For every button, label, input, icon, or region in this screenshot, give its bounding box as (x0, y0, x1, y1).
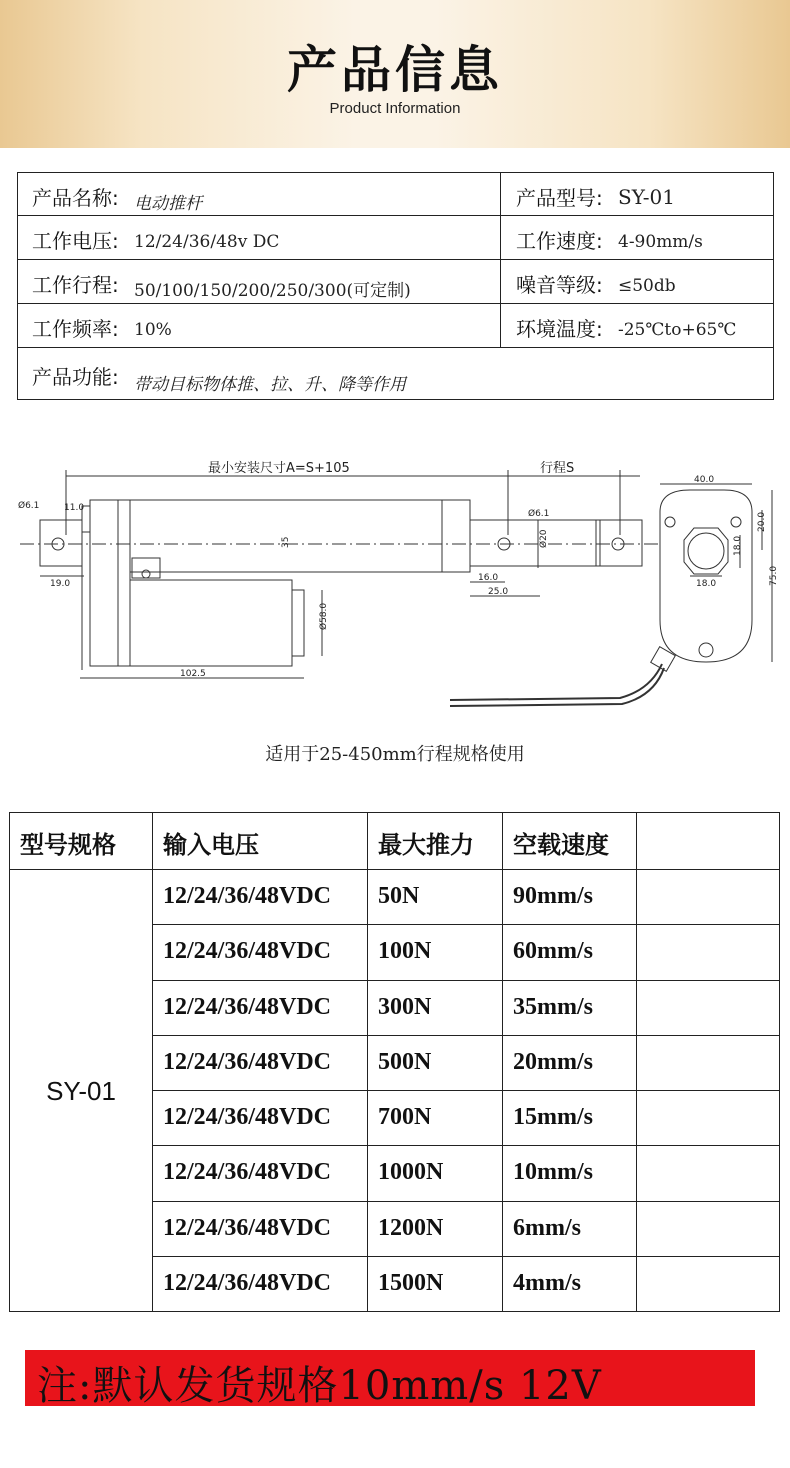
dim-102: 102.5 (180, 669, 206, 679)
info-value-temperature: -25℃to+65℃ (618, 320, 737, 340)
spec-cell-speed: 90mm/s (503, 870, 637, 925)
spec-cell-force: 700N (368, 1091, 503, 1146)
spec-cell-force: 1200N (368, 1202, 503, 1257)
spec-cell-voltage: 12/24/36/48VDC (153, 1091, 368, 1146)
info-label-speed: 工作速度: (516, 229, 603, 253)
spec-cell-force: 1500N (368, 1257, 503, 1312)
dim-58: Ø58.0 (319, 602, 329, 630)
dim-stroke: 行程S (540, 461, 575, 476)
spec-cell-extra (637, 870, 780, 925)
info-row (18, 173, 773, 216)
info-value-name: 电动推杆 (134, 194, 202, 214)
info-row (18, 216, 773, 260)
actuator-drawing (0, 440, 790, 720)
info-value-frequency: 10% (134, 320, 172, 340)
info-value-function: 带动目标物体推、拉、升、降等作用 (134, 375, 406, 395)
page-subtitle: Product Information (329, 100, 461, 117)
spec-header-speed: 空载速度 (503, 813, 637, 869)
info-label-stroke: 工作行程: (32, 273, 119, 297)
dim-18h: 18.0 (696, 579, 717, 589)
info-label-frequency: 工作频率: (32, 317, 119, 341)
header-banner (0, 0, 790, 148)
spec-header-force: 最大推力 (368, 813, 503, 869)
spec-cell-speed: 15mm/s (503, 1091, 637, 1146)
spec-cell-voltage: 12/24/36/48VDC (153, 1146, 368, 1201)
info-row (18, 304, 773, 348)
spec-table (9, 812, 780, 1312)
info-label-temperature: 环境温度: (516, 317, 603, 341)
info-value-stroke: 50/100/150/200/250/300(可定制) (134, 281, 411, 301)
spec-cell-voltage: 12/24/36/48VDC (153, 870, 368, 925)
stroke-caption: 适用于25-450mm行程规格使用 (265, 744, 525, 765)
info-value-speed: 4-90mm/s (618, 232, 703, 252)
dim-35: 35 (281, 536, 291, 548)
spec-cell-force: 100N (368, 925, 503, 980)
dim-18v: 18.0 (733, 535, 743, 556)
spec-cell-extra (637, 1257, 780, 1312)
product-info-table (17, 172, 774, 400)
default-spec-note (25, 1350, 755, 1409)
info-row (18, 260, 773, 304)
dim-hole-right: Ø6.1 (528, 509, 550, 519)
spec-model-cell: SY-01 (10, 870, 153, 1312)
info-value-voltage: 12/24/36/48v DC (134, 232, 280, 252)
info-value-noise: ≤50db (618, 276, 676, 296)
spec-cell-extra (637, 925, 780, 980)
default-spec-note-text: 注:默认发货规格10mm/s 12V (37, 1363, 602, 1409)
spec-cell-speed: 35mm/s (503, 981, 637, 1036)
spec-cell-extra (637, 1091, 780, 1146)
spec-cell-speed: 20mm/s (503, 1036, 637, 1091)
spec-header-voltage: 输入电压 (153, 813, 368, 869)
info-label-voltage: 工作电压: (32, 229, 119, 253)
spec-cell-extra (637, 1146, 780, 1201)
spec-cell-extra (637, 1202, 780, 1257)
info-value-model: SY-01 (618, 185, 675, 209)
dim-25: 25.0 (488, 587, 509, 597)
info-label-noise: 噪音等级: (516, 273, 603, 297)
info-label-function: 产品功能: (32, 365, 119, 389)
spec-cell-extra (637, 1036, 780, 1091)
spec-cell-voltage: 12/24/36/48VDC (153, 1202, 368, 1257)
dim-20: Ø20 (539, 529, 549, 548)
spec-header-extra (637, 813, 780, 869)
spec-cell-force: 1000N (368, 1146, 503, 1201)
page-title: 产品信息 (287, 41, 503, 99)
spec-cell-force: 300N (368, 981, 503, 1036)
spec-cell-extra (637, 981, 780, 1036)
dim-20v: 20.0 (757, 511, 767, 532)
spec-cell-speed: 4mm/s (503, 1257, 637, 1312)
spec-cell-speed: 60mm/s (503, 925, 637, 980)
spec-cell-voltage: 12/24/36/48VDC (153, 925, 368, 980)
spec-cell-speed: 10mm/s (503, 1146, 637, 1201)
dim-19: 19.0 (50, 579, 71, 589)
dim-75: 75.0 (769, 565, 779, 586)
dim-16: 16.0 (478, 573, 499, 583)
info-label-model: 产品型号: (516, 186, 603, 210)
spec-cell-voltage: 12/24/36/48VDC (153, 1036, 368, 1091)
spec-cell-force: 50N (368, 870, 503, 925)
dim-hole-left: Ø6.1 (18, 501, 40, 511)
spec-cell-voltage: 12/24/36/48VDC (153, 981, 368, 1036)
spec-cell-voltage: 12/24/36/48VDC (153, 1257, 368, 1312)
info-row-function (18, 348, 773, 400)
info-label-name: 产品名称: (32, 186, 119, 210)
spec-cell-speed: 6mm/s (503, 1202, 637, 1257)
dim-11: 11.0 (64, 503, 85, 513)
spec-header-model: 型号规格 (10, 813, 153, 869)
dim-40: 40.0 (694, 475, 715, 485)
spec-cell-force: 500N (368, 1036, 503, 1091)
dim-min-install: 最小安装尺寸A=S+105 (208, 461, 350, 476)
